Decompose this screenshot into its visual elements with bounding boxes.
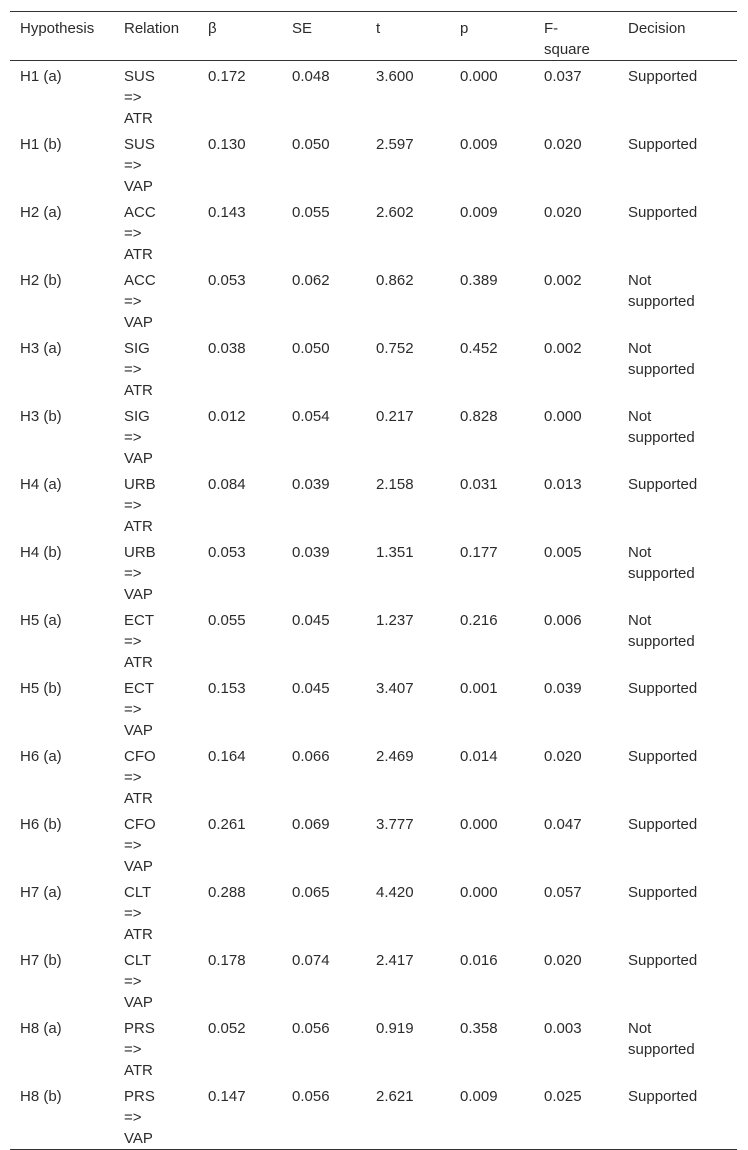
cell-p: 0.452 [460, 340, 498, 357]
cell-beta: 0.053 [208, 544, 246, 561]
hypothesis-results-table [10, 11, 737, 1150]
cell-t: 2.158 [376, 476, 414, 493]
cell-relation-line: => [124, 633, 142, 650]
cell-decision [618, 333, 737, 401]
cell-relation-line: ATR [124, 518, 153, 535]
cell-relation-line: VAP [124, 994, 153, 1011]
table-row [10, 877, 737, 945]
cell-relation-line: ATR [124, 382, 153, 399]
header-text: SE [292, 20, 313, 37]
cell-se: 0.050 [292, 136, 330, 153]
cell-decision-line: Supported [628, 884, 698, 901]
cell-decision-line: Supported [628, 204, 698, 221]
cell-f-square: 0.005 [544, 544, 582, 561]
cell-se: 0.056 [292, 1020, 330, 1037]
cell-hypothesis: H1 (a) [20, 68, 62, 85]
cell-hypothesis: H3 (b) [20, 408, 62, 425]
cell-decision-line: Supported [628, 748, 698, 765]
cell-se: 0.055 [292, 204, 330, 221]
cell-hypothesis: H2 (a) [20, 204, 62, 221]
cell-hypothesis: H7 (b) [20, 952, 62, 969]
cell-t: 2.621 [376, 1088, 414, 1105]
cell-relation-line: VAP [124, 178, 153, 195]
cell-se: 0.039 [292, 544, 330, 561]
cell-decision [618, 469, 737, 537]
cell-relation-line: VAP [124, 314, 153, 331]
cell-p: 0.009 [460, 1088, 498, 1105]
cell-beta: 0.055 [208, 612, 246, 629]
table-row [10, 469, 737, 537]
cell-decision [618, 401, 737, 469]
cell-decision-line: Supported [628, 1088, 698, 1105]
cell-p: 0.000 [460, 816, 498, 833]
header-text: Relation [124, 20, 180, 37]
cell-relation-line: ECT [124, 612, 154, 629]
cell-relation-line: => [124, 293, 142, 310]
cell-se: 0.056 [292, 1088, 330, 1105]
header-row [10, 12, 737, 61]
cell-relation-line: VAP [124, 858, 153, 875]
cell-f-square: 0.020 [544, 136, 582, 153]
cell-p: 0.828 [460, 408, 498, 425]
cell-relation [114, 605, 198, 673]
cell-relation [114, 129, 198, 197]
cell-p: 0.016 [460, 952, 498, 969]
table-row [10, 265, 737, 333]
cell-t: 0.862 [376, 272, 414, 289]
cell-decision [618, 1013, 737, 1081]
cell-relation-line: VAP [124, 722, 153, 739]
results-table-container [10, 11, 737, 1150]
cell-t: 2.417 [376, 952, 414, 969]
cell-relation [114, 673, 198, 741]
cell-relation-line: ATR [124, 790, 153, 807]
cell-beta: 0.130 [208, 136, 246, 153]
table-row [10, 537, 737, 605]
cell-p: 0.009 [460, 204, 498, 221]
cell-se: 0.045 [292, 612, 330, 629]
header-f-square [534, 12, 618, 61]
cell-relation-line: SIG [124, 408, 150, 425]
cell-hypothesis: H4 (a) [20, 476, 62, 493]
cell-decision [618, 945, 737, 1013]
header-text: square [544, 41, 590, 58]
cell-t: 3.600 [376, 68, 414, 85]
cell-p: 0.216 [460, 612, 498, 629]
cell-beta: 0.038 [208, 340, 246, 357]
cell-beta: 0.288 [208, 884, 246, 901]
cell-se: 0.045 [292, 680, 330, 697]
header-text: p [460, 20, 469, 37]
table-body [10, 61, 737, 1150]
cell-p: 0.014 [460, 748, 498, 765]
cell-t: 2.469 [376, 748, 414, 765]
table-row [10, 1013, 737, 1081]
cell-decision-line: Not [628, 272, 652, 289]
cell-decision-line: Supported [628, 952, 698, 969]
cell-relation [114, 61, 198, 130]
cell-relation-line: => [124, 429, 142, 446]
cell-t: 0.752 [376, 340, 414, 357]
cell-f-square: 0.037 [544, 68, 582, 85]
cell-relation-line: => [124, 565, 142, 582]
table-row [10, 129, 737, 197]
header-text: Hypothesis [20, 20, 95, 37]
cell-decision-line: Supported [628, 136, 698, 153]
cell-hypothesis: H6 (a) [20, 748, 62, 765]
cell-hypothesis: H8 (b) [20, 1088, 62, 1105]
cell-relation-line: ACC [124, 272, 156, 289]
cell-decision [618, 809, 737, 877]
cell-se: 0.065 [292, 884, 330, 901]
cell-relation [114, 1081, 198, 1150]
cell-relation-line: PRS [124, 1088, 155, 1105]
cell-relation [114, 265, 198, 333]
table-row [10, 741, 737, 809]
cell-t: 0.217 [376, 408, 414, 425]
cell-hypothesis: H2 (b) [20, 272, 62, 289]
cell-relation-line: => [124, 973, 142, 990]
cell-relation-line: VAP [124, 586, 153, 603]
cell-se: 0.074 [292, 952, 330, 969]
cell-decision [618, 877, 737, 945]
cell-decision-line: supported [628, 565, 695, 582]
cell-f-square: 0.020 [544, 748, 582, 765]
cell-t: 3.777 [376, 816, 414, 833]
cell-decision [618, 741, 737, 809]
cell-decision-line: Supported [628, 476, 698, 493]
cell-relation-line: => [124, 701, 142, 718]
cell-hypothesis: H7 (a) [20, 884, 62, 901]
cell-relation [114, 1013, 198, 1081]
cell-relation-line: => [124, 157, 142, 174]
cell-f-square: 0.057 [544, 884, 582, 901]
cell-relation-line: => [124, 837, 142, 854]
cell-decision-line: supported [628, 293, 695, 310]
cell-decision-line: Not [628, 544, 652, 561]
table-header [10, 12, 737, 61]
table-row [10, 673, 737, 741]
cell-t: 3.407 [376, 680, 414, 697]
cell-beta: 0.143 [208, 204, 246, 221]
table-row [10, 809, 737, 877]
table-row [10, 333, 737, 401]
cell-relation-line: CFO [124, 748, 156, 765]
cell-f-square: 0.006 [544, 612, 582, 629]
cell-decision [618, 605, 737, 673]
cell-f-square: 0.020 [544, 952, 582, 969]
cell-f-square: 0.002 [544, 272, 582, 289]
cell-decision [618, 265, 737, 333]
cell-relation [114, 877, 198, 945]
cell-decision [618, 129, 737, 197]
cell-decision-line: Supported [628, 816, 698, 833]
table-row [10, 945, 737, 1013]
cell-decision [618, 537, 737, 605]
cell-decision [618, 61, 737, 130]
cell-beta: 0.052 [208, 1020, 246, 1037]
header-t [366, 12, 450, 61]
header-se [282, 12, 366, 61]
cell-beta: 0.084 [208, 476, 246, 493]
cell-relation-line: => [124, 497, 142, 514]
cell-beta: 0.053 [208, 272, 246, 289]
cell-relation-line: => [124, 89, 142, 106]
cell-p: 0.001 [460, 680, 498, 697]
cell-relation-line: SUS [124, 136, 155, 153]
cell-relation-line: ATR [124, 926, 153, 943]
cell-decision-line: supported [628, 361, 695, 378]
cell-hypothesis: H6 (b) [20, 816, 62, 833]
cell-p: 0.000 [460, 68, 498, 85]
cell-decision-line: supported [628, 429, 695, 446]
cell-t: 1.351 [376, 544, 414, 561]
cell-beta: 0.012 [208, 408, 246, 425]
cell-se: 0.039 [292, 476, 330, 493]
header-text: β [208, 20, 217, 37]
cell-se: 0.069 [292, 816, 330, 833]
cell-f-square: 0.039 [544, 680, 582, 697]
cell-p: 0.031 [460, 476, 498, 493]
cell-relation-line: ATR [124, 110, 153, 127]
cell-p: 0.177 [460, 544, 498, 561]
cell-beta: 0.178 [208, 952, 246, 969]
cell-relation [114, 537, 198, 605]
table-row [10, 197, 737, 265]
cell-relation-line: VAP [124, 1130, 153, 1147]
cell-relation-line: => [124, 1041, 142, 1058]
cell-se: 0.062 [292, 272, 330, 289]
header-decision [618, 12, 737, 61]
cell-relation-line: CLT [124, 952, 152, 969]
cell-f-square: 0.025 [544, 1088, 582, 1105]
header-beta [198, 12, 282, 61]
table-row [10, 1081, 737, 1150]
cell-relation-line: => [124, 769, 142, 786]
cell-p: 0.389 [460, 272, 498, 289]
cell-relation-line: ATR [124, 654, 153, 671]
cell-hypothesis: H5 (b) [20, 680, 62, 697]
cell-decision-line: supported [628, 1041, 695, 1058]
cell-relation-line: SIG [124, 340, 150, 357]
cell-relation-line: URB [124, 544, 156, 561]
cell-decision [618, 1081, 737, 1150]
cell-hypothesis: H3 (a) [20, 340, 62, 357]
table-row [10, 61, 737, 130]
cell-relation [114, 945, 198, 1013]
cell-beta: 0.147 [208, 1088, 246, 1105]
cell-relation-line: SUS [124, 68, 155, 85]
cell-decision [618, 673, 737, 741]
cell-decision-line: Supported [628, 680, 698, 697]
cell-f-square: 0.002 [544, 340, 582, 357]
cell-f-square: 0.000 [544, 408, 582, 425]
cell-decision-line: Not [628, 340, 652, 357]
cell-relation [114, 333, 198, 401]
cell-relation [114, 401, 198, 469]
cell-t: 2.597 [376, 136, 414, 153]
cell-relation-line: ATR [124, 246, 153, 263]
cell-beta: 0.261 [208, 816, 246, 833]
cell-p: 0.358 [460, 1020, 498, 1037]
header-relation [114, 12, 198, 61]
cell-relation-line: => [124, 225, 142, 242]
cell-relation-line: => [124, 361, 142, 378]
cell-se: 0.050 [292, 340, 330, 357]
cell-decision-line: Not [628, 1020, 652, 1037]
table-row [10, 605, 737, 673]
cell-hypothesis: H8 (a) [20, 1020, 62, 1037]
cell-relation-line: => [124, 905, 142, 922]
cell-relation [114, 809, 198, 877]
cell-relation-line: ATR [124, 1062, 153, 1079]
header-hypothesis [10, 12, 114, 61]
cell-f-square: 0.047 [544, 816, 582, 833]
cell-decision-line: Supported [628, 68, 698, 85]
cell-t: 2.602 [376, 204, 414, 221]
cell-decision [618, 197, 737, 265]
cell-beta: 0.172 [208, 68, 246, 85]
cell-f-square: 0.020 [544, 204, 582, 221]
cell-t: 0.919 [376, 1020, 414, 1037]
header-text: Decision [628, 20, 686, 37]
cell-relation-line: PRS [124, 1020, 155, 1037]
cell-hypothesis: H5 (a) [20, 612, 62, 629]
cell-relation-line: => [124, 1109, 142, 1126]
cell-hypothesis: H4 (b) [20, 544, 62, 561]
cell-relation-line: URB [124, 476, 156, 493]
cell-relation-line: ACC [124, 204, 156, 221]
cell-relation [114, 197, 198, 265]
cell-decision-line: Not [628, 612, 652, 629]
cell-relation [114, 469, 198, 537]
cell-beta: 0.164 [208, 748, 246, 765]
cell-t: 1.237 [376, 612, 414, 629]
cell-relation-line: VAP [124, 450, 153, 467]
cell-f-square: 0.013 [544, 476, 582, 493]
cell-beta: 0.153 [208, 680, 246, 697]
cell-se: 0.054 [292, 408, 330, 425]
cell-se: 0.048 [292, 68, 330, 85]
cell-p: 0.000 [460, 884, 498, 901]
header-text: F- [544, 20, 559, 37]
header-p [450, 12, 534, 61]
cell-relation-line: CLT [124, 884, 152, 901]
cell-decision-line: supported [628, 633, 695, 650]
cell-t: 4.420 [376, 884, 414, 901]
cell-p: 0.009 [460, 136, 498, 153]
cell-hypothesis: H1 (b) [20, 136, 62, 153]
header-text: t [376, 20, 381, 37]
cell-relation-line: CFO [124, 816, 156, 833]
cell-se: 0.066 [292, 748, 330, 765]
cell-decision-line: Not [628, 408, 652, 425]
table-row [10, 401, 737, 469]
cell-relation [114, 741, 198, 809]
cell-relation-line: ECT [124, 680, 154, 697]
cell-f-square: 0.003 [544, 1020, 582, 1037]
